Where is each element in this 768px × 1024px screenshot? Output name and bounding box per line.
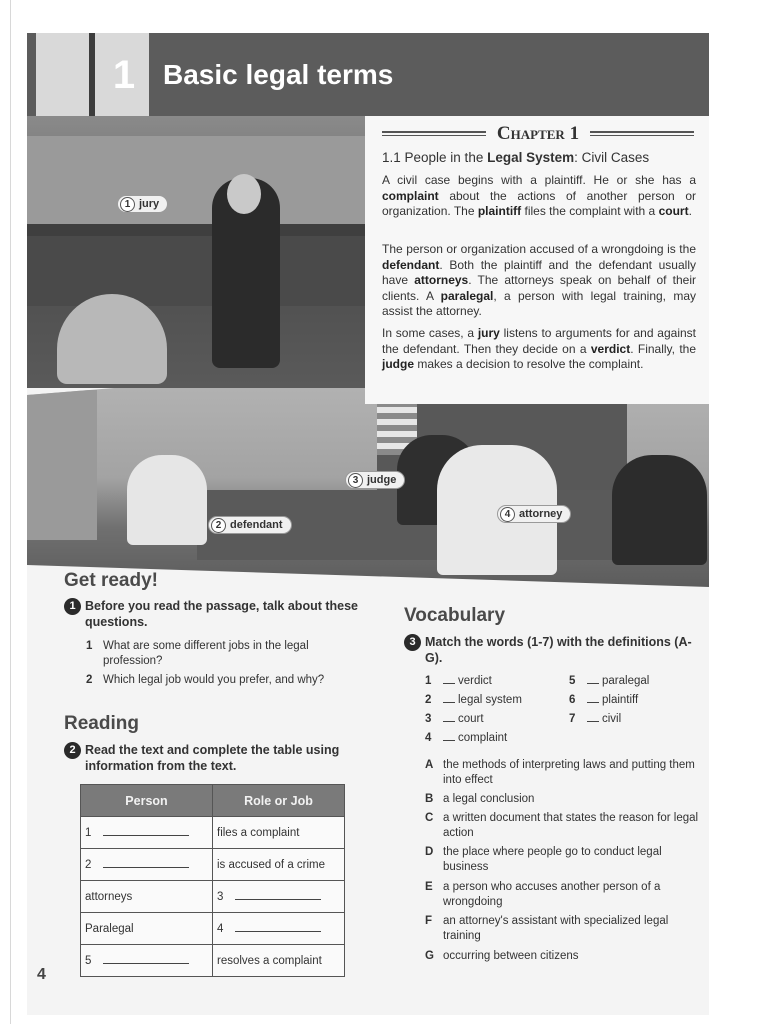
definition-e: E a person who accuses another person of a wrongdoing — [425, 881, 661, 908]
callout-jury: 1 jury — [117, 195, 168, 213]
chapter-label: Chapter 1 — [496, 123, 580, 144]
table-row — [81, 913, 345, 945]
vocab-word-3[interactable]: 3 court — [425, 713, 484, 725]
task-1: 1 Before you read the passage, talk about these questions. — [64, 598, 364, 630]
table-cell-role[interactable]: 3 — [213, 881, 345, 913]
definition-a: A the methods of interpreting laws and putting them into effect — [425, 759, 695, 786]
table-cell-person[interactable]: 1 — [81, 817, 213, 849]
table-cell-role: files a complaint — [213, 817, 345, 849]
section-title: 1.1 People in the Legal System: Civil Cases — [382, 150, 650, 165]
callout-judge: 3 judge — [345, 471, 405, 489]
table-cell-person[interactable]: 2 — [81, 849, 213, 881]
table-cell-role[interactable]: 4 — [213, 913, 345, 945]
chapter-number: 1 — [112, 53, 136, 97]
reading-paragraph-2: The person or organization accused of a wrongdoing is the defendant. Both the plaintiff and the defendant usually have attorneys. The attorneys speak on behalf of their clients. A paralegal, a person with legal training, may assist the attorney. — [382, 242, 696, 318]
reading-paragraph-3: In some cases, a jury listens to arguments for and against the defendant. Then they decide on a verdict. Finally, the judge makes a decision to resolve the complaint. — [382, 326, 696, 371]
table-header-role: Role or Job — [213, 785, 345, 817]
table-cell-person: attorneys — [81, 881, 213, 913]
task-2-number: 2 — [64, 742, 81, 759]
courtroom-photo-upper — [27, 116, 365, 388]
get-ready-heading: Get ready! — [64, 570, 158, 591]
task-1-number: 1 — [64, 598, 81, 615]
table-cell-person[interactable]: 5 — [81, 945, 213, 977]
table-row — [81, 849, 345, 881]
definition-b: B a legal conclusion — [425, 793, 535, 805]
vocabulary-heading: Vocabulary — [404, 605, 506, 626]
vocab-word-4[interactable]: 4 complaint — [425, 732, 508, 744]
table-row — [81, 817, 345, 849]
definition-d: D the place where people go to conduct legal business — [425, 846, 662, 873]
table-header-person: Person — [81, 785, 213, 817]
vocab-word-2[interactable]: 2 legal system — [425, 694, 522, 706]
chapter-title: Basic legal terms — [163, 59, 394, 90]
task-2: 2 Read the text and complete the table using information from the text. — [64, 742, 354, 774]
table-row — [81, 945, 345, 977]
definition-c: C a written document that states the reason for legal action — [425, 812, 699, 839]
reading-paragraph-1: A civil case begins with a plaintiff. He or she has a complaint about the actions of another person or organization. The plaintiff files the complaint with a court. — [382, 173, 696, 218]
table-cell-role: is accused of a crime — [213, 849, 345, 881]
task-3-number: 3 — [404, 634, 421, 651]
roles-table — [80, 784, 345, 977]
margin-rule — [10, 0, 11, 1024]
callout-defendant: 2 defendant — [208, 516, 292, 534]
definition-f: F an attorney's assistant with specialized legal training — [425, 915, 669, 942]
table-cell-person: Paralegal — [81, 913, 213, 945]
vocab-word-6[interactable]: 6 plaintiff — [569, 694, 639, 706]
table-row — [81, 881, 345, 913]
task-3: 3 Match the words (1-7) with the definitions (A-G). — [404, 634, 699, 666]
chapter-label-rule — [382, 123, 696, 145]
reading-heading: Reading — [64, 713, 139, 734]
table-cell-role: resolves a complaint — [213, 945, 345, 977]
table-header-row — [81, 785, 345, 817]
vocab-word-7[interactable]: 7 civil — [569, 713, 622, 725]
vocab-word-5[interactable]: 5 paralegal — [569, 675, 650, 687]
page-number: 4 — [37, 966, 46, 983]
question-1: 1 What are some different jobs in the legal profession? — [86, 640, 309, 667]
callout-attorney: 4 attorney — [497, 505, 571, 523]
question-2: 2 Which legal job would you prefer, and why? — [86, 674, 325, 686]
vocab-word-1[interactable]: 1 verdict — [425, 675, 492, 687]
definition-g: G occurring between citizens — [425, 950, 579, 962]
